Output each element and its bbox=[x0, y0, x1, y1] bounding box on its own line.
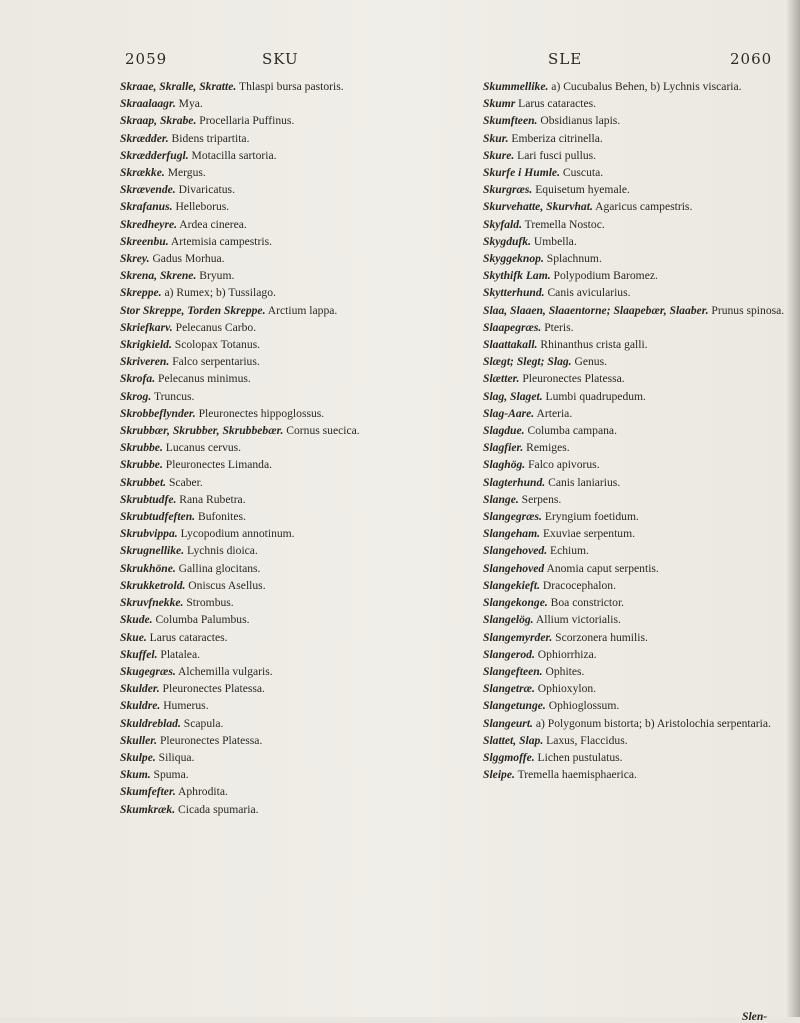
dictionary-entry bbox=[120, 456, 465, 473]
dictionary-entry bbox=[120, 233, 465, 250]
entry-headword: Skrubbær, Skrubber, Skrubbebær. bbox=[120, 424, 284, 438]
entry-definition: Genus. bbox=[574, 355, 608, 369]
entry-headword: Skruvfnekke. bbox=[120, 596, 184, 610]
dictionary-entry bbox=[120, 164, 465, 181]
entry-definition: Lumbi quadrupedum. bbox=[545, 389, 646, 403]
dictionary-entry bbox=[483, 491, 788, 508]
entry-definition: Cicada spumaria. bbox=[178, 802, 259, 816]
dictionary-entry bbox=[120, 766, 465, 783]
entry-definition: Anomia caput serpentis. bbox=[546, 561, 659, 575]
entry-headword: Skrugnellike. bbox=[120, 544, 185, 558]
entry-headword: Skythifk Lam. bbox=[483, 269, 551, 283]
dictionary-entry bbox=[483, 439, 788, 456]
dictionary-entry bbox=[120, 405, 465, 422]
entry-definition: Motacilla sartoria. bbox=[191, 148, 277, 162]
entry-definition: Dracocephalon. bbox=[542, 578, 616, 592]
entry-headword: Slangekonge. bbox=[483, 596, 548, 610]
entry-headword: Skrey. bbox=[120, 252, 150, 266]
entry-headword: Slag, Slaget. bbox=[483, 389, 543, 403]
dictionary-entry bbox=[483, 250, 788, 267]
entry-definition: Falco apivorus. bbox=[528, 458, 600, 472]
entry-headword: Skue. bbox=[120, 630, 147, 644]
entry-headword: Skumfteen. bbox=[483, 114, 538, 128]
entry-headword: Skumfefter. bbox=[120, 785, 176, 799]
dictionary-entry bbox=[120, 302, 465, 319]
entry-headword: Skreppe. bbox=[120, 286, 162, 300]
entry-headword: Skraae, Skralle, Skratte. bbox=[120, 80, 237, 93]
entry-definition: Polypodium Baromez. bbox=[553, 269, 658, 283]
entry-definition: Obsidianus lapis. bbox=[540, 114, 621, 128]
left-column-number: 2059 bbox=[125, 50, 168, 68]
dictionary-entry bbox=[483, 629, 788, 646]
entry-headword: Skredheyre. bbox=[120, 217, 177, 231]
dictionary-entry bbox=[120, 783, 465, 800]
entry-headword: Skrædderfugl. bbox=[120, 148, 189, 162]
dictionary-entry bbox=[483, 560, 788, 577]
dictionary-entry bbox=[120, 560, 465, 577]
entry-headword: Skrubvippa. bbox=[120, 527, 178, 541]
entry-headword: Skuffel. bbox=[120, 647, 158, 661]
entry-headword: Slangetunge. bbox=[483, 699, 546, 713]
entry-definition: Ophiorrhiza. bbox=[537, 647, 597, 661]
dictionary-entry bbox=[483, 715, 788, 732]
entry-headword: Skrukketrold. bbox=[120, 578, 186, 592]
dictionary-entry bbox=[120, 388, 465, 405]
entry-headword: Slangetræ. bbox=[483, 682, 535, 696]
dictionary-entry bbox=[483, 422, 788, 439]
entry-definition: Ophioxylon. bbox=[537, 682, 597, 696]
dictionary-entry bbox=[120, 181, 465, 198]
entry-definition: Exuviae serpentum. bbox=[542, 527, 636, 541]
entry-definition: Remiges. bbox=[526, 441, 570, 455]
entry-definition: Canis avicularius. bbox=[547, 286, 631, 300]
dictionary-entry bbox=[120, 78, 465, 95]
entry-definition: Serpens. bbox=[521, 492, 562, 506]
dictionary-entry bbox=[120, 284, 465, 301]
entry-headword: Skrubbe. bbox=[120, 458, 163, 472]
entry-definition: Thlaspi bursa pastoris. bbox=[238, 80, 344, 93]
dictionary-entry bbox=[483, 680, 788, 697]
entry-definition: Ophioglossum. bbox=[548, 699, 620, 713]
entry-definition: Spuma. bbox=[153, 768, 189, 782]
dictionary-entry bbox=[120, 542, 465, 559]
entry-definition: Lychnis dioica. bbox=[187, 544, 258, 558]
entry-definition: Siliqua. bbox=[158, 750, 195, 764]
dictionary-entry bbox=[120, 801, 465, 818]
dictionary-entry bbox=[483, 646, 788, 663]
entry-headword: Sleipe. bbox=[483, 768, 515, 782]
dictionary-entry bbox=[120, 732, 465, 749]
right-column-number: 2060 bbox=[730, 50, 773, 68]
catchword: Slen- bbox=[742, 1010, 768, 1023]
entry-definition: Ophites. bbox=[545, 664, 585, 678]
entry-headword: Skraap, Skrabe. bbox=[120, 114, 197, 128]
dictionary-entry bbox=[120, 697, 465, 714]
dictionary-entry bbox=[120, 577, 465, 594]
entry-headword: Skugegræs. bbox=[120, 664, 176, 678]
entry-headword: Skurvehatte, Skurvhat. bbox=[483, 200, 593, 214]
entry-headword: Slangefteen. bbox=[483, 664, 543, 678]
entry-definition: Humerus. bbox=[163, 699, 209, 713]
entry-definition: Tremella haemisphaerica. bbox=[517, 768, 637, 782]
dictionary-entry bbox=[483, 78, 788, 95]
entry-definition: a) Rumex; b) Tussilago. bbox=[164, 286, 276, 300]
entry-headword: Skurfe i Humle. bbox=[483, 166, 560, 180]
entry-definition: Scapula. bbox=[183, 716, 224, 730]
entry-headword: Skuldre. bbox=[120, 699, 161, 713]
entry-headword: Slætter. bbox=[483, 372, 520, 386]
entry-definition: Cornus suecica. bbox=[286, 424, 360, 438]
entry-definition: Pelecanus minimus. bbox=[158, 372, 251, 386]
dictionary-entry bbox=[483, 302, 788, 319]
entry-headword: Slaapegræs. bbox=[483, 320, 542, 334]
entry-headword: Slattet, Slap. bbox=[483, 733, 544, 747]
entry-headword: Slaghög. bbox=[483, 458, 526, 472]
dictionary-entry bbox=[120, 336, 465, 353]
entry-headword: Slangehoved bbox=[483, 561, 545, 575]
entry-definition: Columba Palumbus. bbox=[155, 613, 250, 627]
entry-definition: Umbella. bbox=[533, 234, 577, 248]
entry-definition: Emberiza citrinella. bbox=[511, 131, 603, 145]
entry-definition: Divaricatus. bbox=[178, 183, 235, 197]
entry-headword: Skrubtudfeften. bbox=[120, 510, 196, 524]
entry-headword: Skrædder. bbox=[120, 131, 169, 145]
entry-definition: Bidens tripartita. bbox=[171, 131, 250, 145]
entry-definition: a) Polygonum bistorta; b) Aristolochia serpentaria. bbox=[535, 716, 771, 730]
entry-headword: Slangerod. bbox=[483, 647, 535, 661]
dictionary-entry bbox=[483, 388, 788, 405]
dictionary-entry bbox=[120, 130, 465, 147]
entry-definition: Lari fusci pullus. bbox=[517, 148, 597, 162]
entry-definition: Scaber. bbox=[168, 475, 203, 489]
entry-headword: Skrævende. bbox=[120, 183, 176, 197]
entry-headword: Slag-Aare. bbox=[483, 406, 535, 420]
left-guide-word: SKU bbox=[262, 50, 299, 68]
dictionary-entry bbox=[120, 629, 465, 646]
entry-definition: Scorzonera humilis. bbox=[555, 630, 648, 644]
entry-headword: Skrubbet. bbox=[120, 475, 167, 489]
entry-headword: Skrubbe. bbox=[120, 441, 163, 455]
entry-definition: Tremella Nostoc. bbox=[524, 217, 605, 231]
entry-headword: Slggmoffe. bbox=[483, 750, 535, 764]
dictionary-entry bbox=[483, 766, 788, 783]
entry-definition: Mergus. bbox=[167, 166, 206, 180]
entry-headword: Slangehoved. bbox=[483, 544, 548, 558]
dictionary-entry bbox=[120, 250, 465, 267]
dictionary-entry bbox=[483, 594, 788, 611]
entry-headword: Skreenbu. bbox=[120, 234, 169, 248]
entry-headword: Slægt; Slegt; Slag. bbox=[483, 355, 572, 369]
entry-definition: Falco serpentarius. bbox=[172, 355, 260, 369]
dictionary-entry bbox=[483, 749, 788, 766]
entry-definition: Scolopax Totanus. bbox=[174, 338, 261, 352]
dictionary-entry bbox=[120, 749, 465, 766]
dictionary-entry bbox=[120, 474, 465, 491]
entry-definition: Pelecanus Carbo. bbox=[175, 320, 257, 334]
dictionary-entry bbox=[120, 508, 465, 525]
dictionary-entry bbox=[120, 422, 465, 439]
entry-definition: Lucanus cervus. bbox=[165, 441, 242, 455]
entry-definition: Larus cataractes. bbox=[149, 630, 228, 644]
entry-headword: Skrække. bbox=[120, 166, 165, 180]
dictionary-entry bbox=[120, 594, 465, 611]
dictionary-entry bbox=[483, 130, 788, 147]
entry-definition: Splachnum. bbox=[546, 252, 602, 266]
entry-headword: Skraalaagr. bbox=[120, 97, 176, 111]
entry-definition: Pleuronectes Limanda. bbox=[165, 458, 272, 472]
entry-definition: Gallina glocitans. bbox=[178, 561, 261, 575]
dictionary-entry bbox=[483, 611, 788, 628]
dictionary-entry bbox=[483, 112, 788, 129]
dictionary-entry bbox=[120, 112, 465, 129]
dictionary-entry bbox=[483, 474, 788, 491]
entry-definition: Pleuronectes Platessa. bbox=[162, 682, 265, 696]
entry-definition: Oniscus Asellus. bbox=[188, 578, 266, 592]
entry-definition: Eryngium foetidum. bbox=[544, 510, 639, 524]
entry-definition: Allium victorialis. bbox=[535, 613, 621, 627]
entry-headword: Slange. bbox=[483, 492, 519, 506]
entry-headword: Skrubtudfe. bbox=[120, 492, 177, 506]
dictionary-entry bbox=[483, 697, 788, 714]
dictionary-entry bbox=[483, 663, 788, 680]
entry-headword: Slagfier. bbox=[483, 441, 524, 455]
entry-definition: Platalea. bbox=[160, 647, 200, 661]
entry-definition: Lycopodium annotinum. bbox=[180, 527, 295, 541]
dictionary-entry bbox=[120, 216, 465, 233]
entry-headword: Skuller. bbox=[120, 733, 158, 747]
entry-headword: Skur. bbox=[483, 131, 509, 145]
entry-definition: Arctium lappa. bbox=[267, 303, 338, 317]
entry-headword: Skrobbeflynder. bbox=[120, 406, 196, 420]
dictionary-entry bbox=[483, 267, 788, 284]
dictionary-entry bbox=[483, 216, 788, 233]
dictionary-entry bbox=[483, 164, 788, 181]
entry-definition: Mya. bbox=[178, 97, 203, 111]
dictionary-entry bbox=[120, 439, 465, 456]
dictionary-entry bbox=[120, 715, 465, 732]
entry-definition: Pteris. bbox=[544, 320, 574, 334]
entry-definition: Cuscuta. bbox=[562, 166, 604, 180]
entry-headword: Skulder. bbox=[120, 682, 160, 696]
entry-definition: Ardea cinerea. bbox=[179, 217, 247, 231]
dictionary-entry bbox=[483, 525, 788, 542]
entry-headword: Skure. bbox=[483, 148, 515, 162]
entry-definition: a) Cucubalus Behen, b) Lychnis viscaria. bbox=[551, 80, 742, 93]
entry-definition: Prunus spinosa. bbox=[711, 303, 785, 317]
entry-definition: Strombus. bbox=[186, 596, 234, 610]
entry-headword: Skrofa. bbox=[120, 372, 156, 386]
entry-headword: Slangeham. bbox=[483, 527, 541, 541]
entry-headword: Skurgræs. bbox=[483, 183, 533, 197]
dictionary-entry bbox=[483, 319, 788, 336]
running-header bbox=[0, 50, 800, 72]
entry-headword: Slangemyrder. bbox=[483, 630, 553, 644]
entry-headword: Skrena, Skrene. bbox=[120, 269, 197, 283]
entry-headword: Slagterhund. bbox=[483, 475, 546, 489]
entry-headword: Skriefkarv. bbox=[120, 320, 173, 334]
entry-definition: Pleuronectes Platessa. bbox=[522, 372, 625, 386]
entry-headword: Skyfald. bbox=[483, 217, 522, 231]
page-edge-shadow bbox=[786, 0, 800, 1017]
dictionary-entry bbox=[120, 319, 465, 336]
entry-headword: Skuldreblad. bbox=[120, 716, 181, 730]
dictionary-entry bbox=[120, 525, 465, 542]
entry-headword: Slagdue. bbox=[483, 424, 525, 438]
dictionary-entry bbox=[483, 147, 788, 164]
entry-headword: Slaattakall. bbox=[483, 338, 538, 352]
entry-definition: Laxus, Flaccidus. bbox=[546, 733, 628, 747]
right-column bbox=[483, 78, 788, 783]
entry-headword: Skrog. bbox=[120, 389, 152, 403]
entry-headword: Stor Skreppe, Torden Skreppe. bbox=[120, 303, 266, 317]
entry-definition: Boa constrictor. bbox=[550, 596, 625, 610]
dictionary-entry bbox=[120, 370, 465, 387]
entry-headword: Skulpe. bbox=[120, 750, 156, 764]
entry-headword: Slangelög. bbox=[483, 613, 534, 627]
entry-headword: Skude. bbox=[120, 613, 153, 627]
entry-headword: Skytterhund. bbox=[483, 286, 545, 300]
dictionary-entry bbox=[120, 95, 465, 112]
entry-headword: Skrukhöne. bbox=[120, 561, 176, 575]
dictionary-entry bbox=[483, 542, 788, 559]
dictionary-entry bbox=[120, 353, 465, 370]
entry-definition: Pleuronectes hippoglossus. bbox=[198, 406, 325, 420]
dictionary-entry bbox=[483, 508, 788, 525]
dictionary-entry bbox=[120, 663, 465, 680]
right-guide-word: SLE bbox=[548, 50, 583, 68]
entry-definition: Echium. bbox=[550, 544, 589, 558]
entry-definition: Rana Rubetra. bbox=[179, 492, 246, 506]
entry-definition: Rhinanthus crista galli. bbox=[540, 338, 648, 352]
entry-definition: Procellaria Puffinus. bbox=[199, 114, 295, 128]
entry-definition: Helleborus. bbox=[175, 200, 230, 214]
entry-definition: Canis laniarius. bbox=[548, 475, 621, 489]
dictionary-entry bbox=[120, 198, 465, 215]
entry-headword: Skriveren. bbox=[120, 355, 170, 369]
dictionary-entry bbox=[483, 233, 788, 250]
dictionary-entry bbox=[120, 611, 465, 628]
left-column bbox=[120, 78, 465, 818]
entry-headword: Skumkræk. bbox=[120, 802, 176, 816]
dictionary-entry bbox=[120, 147, 465, 164]
dictionary-entry bbox=[483, 456, 788, 473]
entry-headword: Skyggeknop. bbox=[483, 252, 544, 266]
entry-definition: Gadus Morhua. bbox=[152, 252, 225, 266]
entry-definition: Artemisia campestris. bbox=[170, 234, 273, 248]
entry-definition: Equisetum hyemale. bbox=[535, 183, 630, 197]
entry-headword: Slangegræs. bbox=[483, 510, 542, 524]
dictionary-entry bbox=[120, 491, 465, 508]
dictionary-entry bbox=[120, 680, 465, 697]
entry-definition: Pleuronectes Platessa. bbox=[159, 733, 263, 747]
entry-headword: Skrafanus. bbox=[120, 200, 173, 214]
dictionary-entry bbox=[483, 181, 788, 198]
entry-definition: Columba campana. bbox=[527, 424, 617, 438]
entry-definition: Bryum. bbox=[199, 269, 235, 283]
entry-definition: Alchemilla vulgaris. bbox=[178, 664, 273, 678]
entry-headword: Skumr bbox=[483, 97, 516, 111]
entry-headword: Slangeurt. bbox=[483, 716, 533, 730]
entry-headword: Skygdufk. bbox=[483, 234, 531, 248]
entry-definition: Larus cataractes. bbox=[518, 97, 597, 111]
dictionary-entry bbox=[483, 353, 788, 370]
dictionary-entry bbox=[483, 198, 788, 215]
dictionary-entry bbox=[483, 336, 788, 353]
entry-headword: Skum. bbox=[120, 768, 151, 782]
dictionary-entry bbox=[483, 405, 788, 422]
entry-headword: Skrigkield. bbox=[120, 338, 172, 352]
dictionary-entry bbox=[483, 284, 788, 301]
dictionary-entry bbox=[483, 577, 788, 594]
entry-definition: Bufonites. bbox=[197, 510, 246, 524]
entry-headword: Slaa, Slaaen, Slaaentorne; Slaapebær, Slaaber. bbox=[483, 303, 709, 317]
entry-definition: Truncus. bbox=[153, 389, 195, 403]
dictionary-entry bbox=[120, 646, 465, 663]
entry-definition: Aphrodita. bbox=[177, 785, 228, 799]
entry-definition: Agaricus campestris. bbox=[595, 200, 693, 214]
dictionary-entry bbox=[483, 370, 788, 387]
entry-definition: Lichen pustulatus. bbox=[537, 750, 623, 764]
dictionary-entry bbox=[483, 95, 788, 112]
entry-headword: Slangekieft. bbox=[483, 578, 541, 592]
dictionary-entry bbox=[483, 732, 788, 749]
entry-headword: Skummellike. bbox=[483, 80, 549, 93]
dictionary-entry bbox=[120, 267, 465, 284]
entry-definition: Arteria. bbox=[536, 406, 573, 420]
